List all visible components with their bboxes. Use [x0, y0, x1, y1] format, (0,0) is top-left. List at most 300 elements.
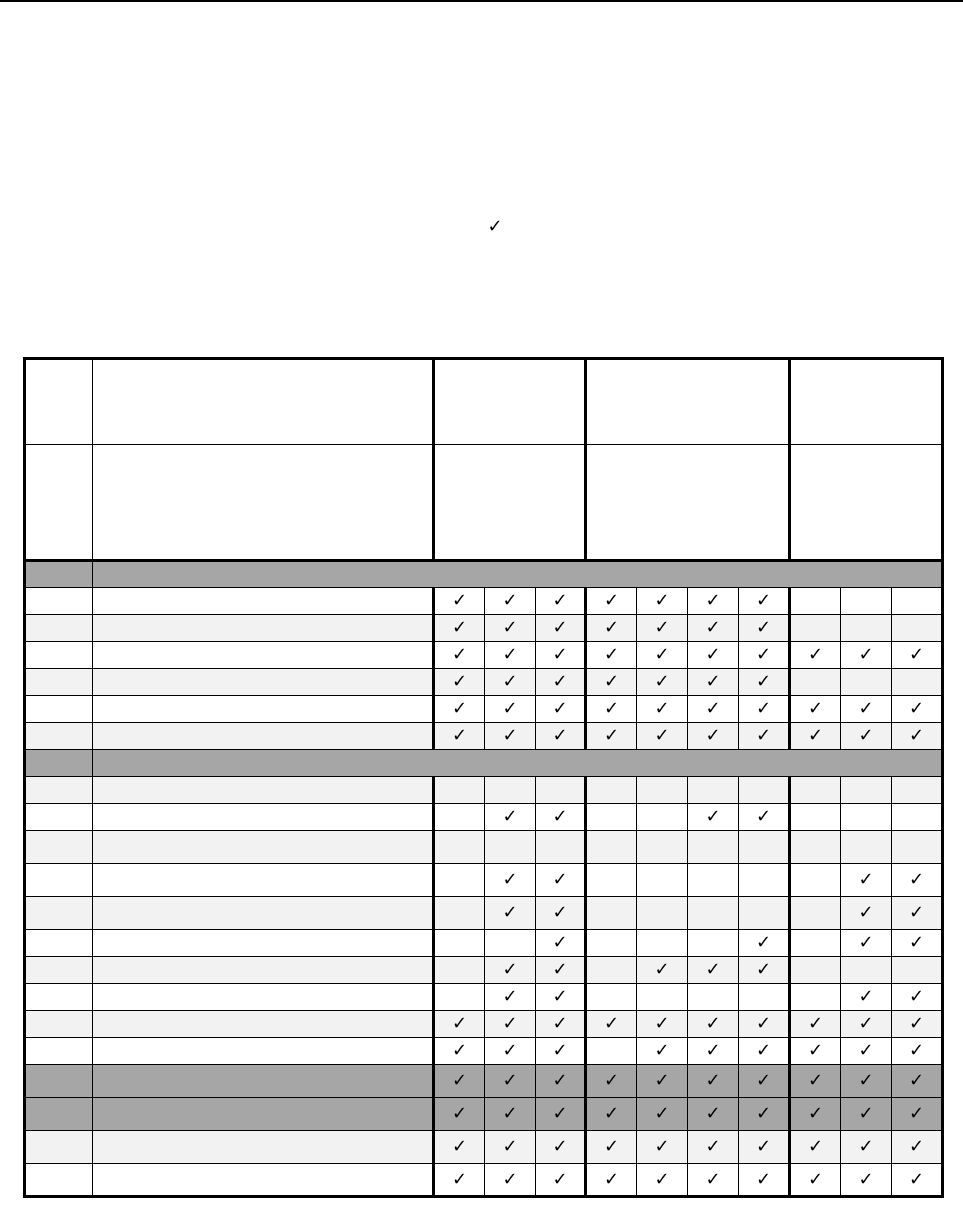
check-cell — [637, 1065, 688, 1098]
check-cell — [536, 897, 586, 930]
check-cell — [536, 984, 586, 1011]
row-description-cell — [93, 1038, 434, 1065]
check-mark-icon: ✓ — [755, 1040, 772, 1061]
check-mark-icon: ✓ — [858, 725, 874, 746]
check-mark-icon: ✓ — [755, 1013, 772, 1034]
check-mark-icon: ✓ — [603, 1013, 620, 1034]
check-mark-icon: ✓ — [552, 806, 568, 827]
check-mark-icon: ✓ — [502, 1168, 518, 1190]
check-cell — [841, 696, 892, 723]
check-mark-icon: ✓ — [858, 698, 874, 719]
check-cell — [485, 1065, 536, 1098]
row-description-cell — [93, 984, 434, 1011]
check-mark-icon: ✓ — [858, 932, 874, 953]
check-mark-icon: ✓ — [705, 1168, 721, 1190]
row-id-cell — [25, 864, 93, 897]
check-mark-icon: ✓ — [654, 644, 670, 665]
check-cell — [586, 864, 637, 897]
check-cell — [739, 615, 790, 642]
check-mark-icon: ✓ — [502, 698, 518, 719]
table-row — [25, 1011, 943, 1038]
check-mark-icon: ✓ — [755, 1103, 772, 1124]
check-cell — [841, 1131, 892, 1164]
check-cell — [892, 897, 943, 930]
check-cell — [739, 1164, 790, 1197]
subheader-group-2 — [586, 445, 790, 561]
row-id-cell — [25, 897, 93, 930]
check-mark-icon: ✓ — [705, 590, 721, 611]
check-cell — [485, 864, 536, 897]
check-cell — [536, 1038, 586, 1065]
row-description-cell — [93, 897, 434, 930]
check-mark-icon: ✓ — [705, 725, 721, 746]
check-cell — [841, 1164, 892, 1197]
header-cell-description — [93, 359, 434, 445]
check-cell — [790, 831, 841, 864]
check-cell — [485, 897, 536, 930]
matrix-body — [25, 359, 943, 1197]
row-description-cell — [93, 1011, 434, 1038]
row-description-cell — [93, 615, 434, 642]
check-cell — [434, 1038, 485, 1065]
check-cell — [841, 669, 892, 696]
row-description-cell — [93, 864, 434, 897]
check-cell — [586, 615, 637, 642]
check-mark-icon: ✓ — [502, 1103, 518, 1124]
check-cell — [536, 1098, 586, 1131]
row-id-cell — [25, 1038, 93, 1065]
check-cell — [841, 1098, 892, 1131]
check-mark-icon: ✓ — [807, 1070, 824, 1091]
table-row — [25, 984, 943, 1011]
check-cell — [688, 696, 739, 723]
check-mark-icon: ✓ — [552, 902, 568, 923]
check-cell — [688, 864, 739, 897]
check-mark-icon: ✓ — [908, 902, 925, 923]
table-row — [25, 1038, 943, 1065]
check-cell — [586, 804, 637, 831]
check-mark-icon: ✓ — [451, 617, 468, 638]
check-mark-icon: ✓ — [603, 590, 620, 611]
check-cell — [586, 1038, 637, 1065]
check-cell — [892, 984, 943, 1011]
check-cell — [637, 723, 688, 750]
check-cell — [841, 1038, 892, 1065]
subheader-group-3 — [790, 445, 943, 561]
check-cell — [536, 1011, 586, 1038]
check-cell — [790, 1065, 841, 1098]
row-description-cell — [93, 777, 434, 804]
check-mark-icon: ✓ — [552, 1168, 568, 1190]
check-cell — [586, 1065, 637, 1098]
check-cell — [739, 723, 790, 750]
check-cell — [892, 864, 943, 897]
check-mark-icon: ✓ — [858, 1070, 874, 1091]
check-mark-icon: ✓ — [755, 671, 772, 692]
row-id-cell — [25, 1065, 93, 1098]
check-cell — [637, 669, 688, 696]
check-cell — [485, 642, 536, 669]
row-description-cell — [93, 723, 434, 750]
check-cell — [637, 984, 688, 1011]
check-cell — [434, 804, 485, 831]
row-description-cell — [93, 831, 434, 864]
check-mark-icon: ✓ — [908, 698, 925, 719]
row-id-cell — [25, 930, 93, 957]
check-cell — [536, 642, 586, 669]
check-cell — [586, 831, 637, 864]
check-mark-icon: ✓ — [755, 725, 772, 746]
check-mark-icon: ✓ — [502, 1070, 518, 1091]
check-cell — [892, 1065, 943, 1098]
check-cell — [688, 777, 739, 804]
check-cell — [892, 777, 943, 804]
check-mark-icon: ✓ — [705, 1103, 721, 1124]
check-mark-icon: ✓ — [451, 1168, 468, 1190]
check-cell — [790, 804, 841, 831]
check-cell — [485, 1164, 536, 1197]
check-cell — [841, 1065, 892, 1098]
check-mark-icon: ✓ — [451, 698, 468, 719]
header-group-1 — [434, 359, 586, 445]
check-cell — [790, 1131, 841, 1164]
row-description-cell — [93, 1164, 434, 1197]
section-row — [25, 561, 943, 588]
check-cell — [434, 642, 485, 669]
check-cell — [485, 696, 536, 723]
check-cell — [790, 615, 841, 642]
check-mark-icon: ✓ — [654, 1040, 670, 1061]
check-mark-icon: ✓ — [654, 590, 670, 611]
check-cell — [536, 1164, 586, 1197]
check-cell — [536, 930, 586, 957]
check-mark-icon: ✓ — [603, 1070, 620, 1091]
check-cell — [739, 1065, 790, 1098]
check-cell — [536, 696, 586, 723]
check-cell — [434, 1131, 485, 1164]
table-row — [25, 1065, 943, 1098]
check-mark-icon: ✓ — [502, 644, 518, 665]
check-cell — [485, 669, 536, 696]
check-cell — [892, 1038, 943, 1065]
header-row-2 — [25, 445, 943, 561]
check-cell — [892, 696, 943, 723]
check-cell — [892, 1164, 943, 1197]
check-mark-icon: ✓ — [451, 644, 468, 665]
check-cell — [586, 957, 637, 984]
check-cell — [434, 588, 485, 615]
check-mark-icon: ✓ — [654, 698, 670, 719]
check-cell — [739, 804, 790, 831]
section-row — [25, 750, 943, 777]
check-mark-icon: ✓ — [603, 617, 620, 638]
check-cell — [434, 723, 485, 750]
table-row — [25, 831, 943, 864]
check-cell — [892, 723, 943, 750]
check-cell — [536, 777, 586, 804]
check-cell — [841, 957, 892, 984]
check-mark-icon: ✓ — [705, 959, 721, 980]
check-mark-icon: ✓ — [908, 1040, 925, 1061]
check-cell — [586, 1011, 637, 1038]
check-cell — [434, 897, 485, 930]
row-id-cell — [25, 984, 93, 1011]
check-mark-icon: ✓ — [552, 1013, 568, 1034]
check-cell — [485, 615, 536, 642]
check-cell — [841, 723, 892, 750]
check-cell — [586, 696, 637, 723]
check-cell — [739, 1011, 790, 1038]
check-cell — [841, 804, 892, 831]
check-mark-icon: ✓ — [858, 644, 874, 665]
check-cell — [790, 1011, 841, 1038]
check-mark-icon: ✓ — [451, 590, 468, 611]
check-cell — [841, 615, 892, 642]
check-mark-icon: ✓ — [603, 1136, 620, 1157]
check-cell — [739, 864, 790, 897]
check-cell — [790, 1038, 841, 1065]
section-label — [93, 561, 943, 588]
check-cell — [688, 642, 739, 669]
check-cell — [688, 1098, 739, 1131]
check-cell — [841, 831, 892, 864]
check-cell — [790, 669, 841, 696]
check-mark-icon: ✓ — [552, 1103, 568, 1124]
row-description-cell — [93, 930, 434, 957]
check-cell — [892, 1011, 943, 1038]
table-row — [25, 930, 943, 957]
check-mark-icon: ✓ — [858, 902, 874, 923]
check-cell — [790, 864, 841, 897]
check-mark-icon: ✓ — [908, 1136, 925, 1157]
row-id-cell — [25, 642, 93, 669]
check-cell — [586, 588, 637, 615]
check-mark-icon: ✓ — [654, 725, 670, 746]
check-cell — [485, 723, 536, 750]
table-row — [25, 957, 943, 984]
check-cell — [536, 1131, 586, 1164]
check-cell — [485, 1098, 536, 1131]
check-cell — [739, 1131, 790, 1164]
row-description-cell — [93, 957, 434, 984]
check-cell — [637, 777, 688, 804]
check-cell — [485, 777, 536, 804]
check-cell — [841, 897, 892, 930]
check-cell — [434, 1065, 485, 1098]
check-mark-icon: ✓ — [755, 806, 772, 827]
check-cell — [586, 1164, 637, 1197]
check-mark-icon: ✓ — [552, 869, 568, 890]
check-cell — [485, 1011, 536, 1038]
check-mark-icon: ✓ — [755, 644, 772, 665]
check-mark-icon: ✓ — [705, 1070, 721, 1091]
check-cell — [688, 615, 739, 642]
check-cell — [892, 804, 943, 831]
check-mark-icon: ✓ — [654, 617, 670, 638]
check-cell — [637, 1011, 688, 1038]
check-mark-icon: ✓ — [908, 932, 925, 953]
check-cell — [536, 1065, 586, 1098]
check-cell — [434, 930, 485, 957]
check-cell — [892, 957, 943, 984]
check-cell — [739, 1038, 790, 1065]
check-cell — [892, 1098, 943, 1131]
check-cell — [485, 984, 536, 1011]
check-mark-icon: ✓ — [705, 617, 721, 638]
subheader-cell-id — [25, 445, 93, 561]
table-row — [25, 804, 943, 831]
check-cell — [688, 669, 739, 696]
check-cell — [485, 1131, 536, 1164]
check-mark-icon: ✓ — [451, 1013, 468, 1034]
check-cell — [841, 1011, 892, 1038]
header-group-2 — [586, 359, 790, 445]
table-row — [25, 696, 943, 723]
check-cell — [434, 1011, 485, 1038]
check-mark-icon: ✓ — [705, 698, 721, 719]
check-mark-icon: ✓ — [502, 869, 518, 890]
check-cell — [841, 588, 892, 615]
check-mark-icon: ✓ — [807, 1040, 824, 1061]
check-cell — [586, 1131, 637, 1164]
check-mark-icon: ✓ — [705, 806, 721, 827]
check-mark-icon: ✓ — [502, 959, 518, 980]
header-group-3 — [790, 359, 943, 445]
check-cell — [739, 696, 790, 723]
check-cell — [586, 723, 637, 750]
header-cell-id — [25, 359, 93, 445]
check-cell — [586, 642, 637, 669]
check-cell — [688, 957, 739, 984]
check-cell — [434, 984, 485, 1011]
check-mark-icon: ✓ — [552, 725, 568, 746]
check-mark-icon: ✓ — [755, 590, 772, 611]
check-cell — [739, 1098, 790, 1131]
check-mark-icon: ✓ — [807, 1013, 824, 1034]
check-mark-icon: ✓ — [654, 1070, 670, 1091]
check-mark-icon: ✓ — [552, 698, 568, 719]
check-mark-icon: ✓ — [908, 1103, 925, 1124]
check-mark-icon: ✓ — [451, 1040, 468, 1061]
check-cell — [637, 831, 688, 864]
table-row — [25, 1098, 943, 1131]
top-rule — [0, 0, 963, 3]
check-cell — [790, 723, 841, 750]
row-id-cell — [25, 615, 93, 642]
check-cell — [892, 669, 943, 696]
check-cell — [637, 1038, 688, 1065]
check-cell — [434, 1098, 485, 1131]
check-cell — [637, 696, 688, 723]
row-id-cell — [25, 588, 93, 615]
check-mark-icon: ✓ — [502, 1013, 518, 1034]
row-description-cell — [93, 1131, 434, 1164]
check-mark-icon: ✓ — [654, 671, 670, 692]
check-cell — [688, 1038, 739, 1065]
check-mark-icon: ✓ — [807, 644, 824, 665]
check-mark-icon: ✓ — [705, 644, 721, 665]
table-row — [25, 1131, 943, 1164]
check-cell — [688, 804, 739, 831]
check-cell — [536, 804, 586, 831]
check-mark-icon: ✓ — [755, 1136, 772, 1157]
check-cell — [739, 642, 790, 669]
check-cell — [637, 642, 688, 669]
check-mark-icon: ✓ — [807, 698, 824, 719]
check-mark-icon: ✓ — [755, 1168, 772, 1190]
check-mark-icon: ✓ — [908, 644, 925, 665]
check-cell — [586, 1098, 637, 1131]
check-cell — [790, 642, 841, 669]
check-cell — [485, 831, 536, 864]
check-mark-icon: ✓ — [654, 1136, 670, 1157]
row-id-cell — [25, 723, 93, 750]
check-cell — [892, 1131, 943, 1164]
row-id-cell — [25, 1131, 93, 1164]
check-cell — [536, 669, 586, 696]
check-mark-icon: ✓ — [552, 1136, 568, 1157]
check-cell — [688, 1011, 739, 1038]
check-mark-icon: ✓ — [502, 617, 518, 638]
check-cell — [790, 930, 841, 957]
section-label — [93, 750, 943, 777]
check-cell — [892, 588, 943, 615]
table-row — [25, 723, 943, 750]
check-mark-icon: ✓ — [603, 1168, 620, 1190]
check-mark-icon: ✓ — [603, 644, 620, 665]
check-cell — [739, 777, 790, 804]
check-cell — [586, 897, 637, 930]
check-cell — [688, 1065, 739, 1098]
check-mark-icon: ✓ — [654, 1103, 670, 1124]
check-cell — [434, 669, 485, 696]
check-cell — [485, 957, 536, 984]
check-cell — [434, 615, 485, 642]
check-mark-icon: ✓ — [858, 986, 874, 1007]
check-cell — [536, 588, 586, 615]
check-mark-icon: ✓ — [552, 1040, 568, 1061]
check-cell — [637, 804, 688, 831]
check-cell — [739, 984, 790, 1011]
row-id-cell — [25, 1098, 93, 1131]
section-id-cell — [25, 750, 93, 777]
check-mark-icon: ✓ — [502, 725, 518, 746]
check-mark-icon: ✓ — [552, 959, 568, 980]
compatibility-matrix — [23, 357, 944, 1198]
check-mark-icon: ✓ — [552, 617, 568, 638]
check-cell — [637, 957, 688, 984]
check-mark-icon: ✓ — [451, 671, 468, 692]
table-row — [25, 642, 943, 669]
check-cell — [485, 1038, 536, 1065]
row-description-cell — [93, 588, 434, 615]
check-mark-icon: ✓ — [451, 1136, 468, 1157]
table-row — [25, 588, 943, 615]
check-mark-icon: ✓ — [755, 1070, 772, 1091]
check-cell — [688, 984, 739, 1011]
check-mark-icon: ✓ — [603, 725, 620, 746]
row-id-cell — [25, 669, 93, 696]
check-cell — [841, 930, 892, 957]
check-cell — [688, 1164, 739, 1197]
check-mark-icon: ✓ — [858, 1136, 874, 1157]
check-mark-icon: ✓ — [603, 698, 620, 719]
check-mark-icon: ✓ — [502, 590, 518, 611]
header-row-1 — [25, 359, 943, 445]
check-mark-icon: ✓ — [451, 725, 468, 746]
check-cell — [586, 930, 637, 957]
check-mark-icon: ✓ — [603, 1103, 620, 1124]
